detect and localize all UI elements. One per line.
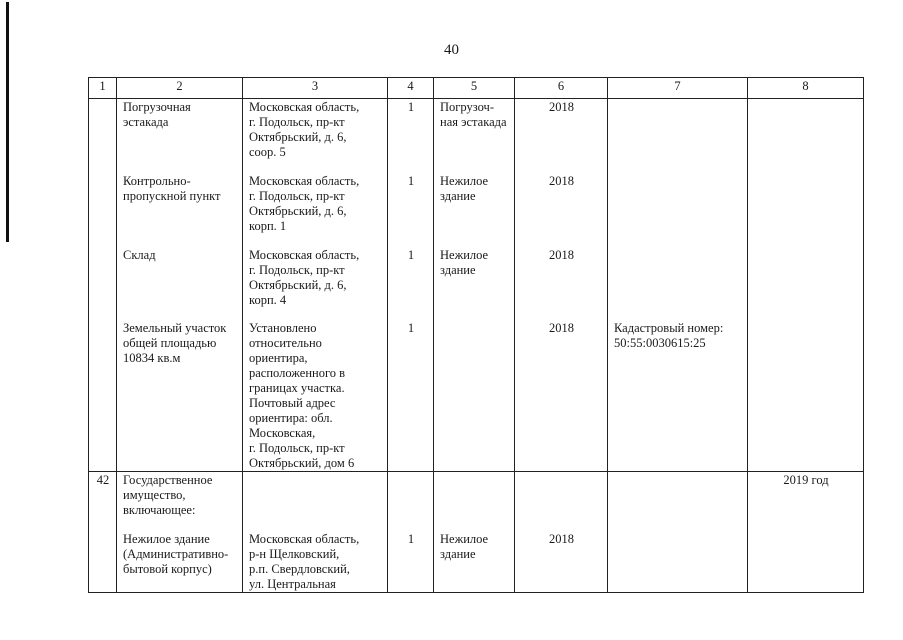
cell-address: Московская область, р-н Щелковский, р.п. Свердловский, ул. Центральная (243, 531, 388, 593)
column-header: 2 (117, 78, 243, 99)
cell-purpose (434, 471, 515, 531)
cell-qty: 1 (388, 247, 434, 320)
table-row (89, 99, 864, 173)
cell-year: 2018 (515, 247, 608, 320)
cell-year: 2018 (515, 320, 608, 472)
cell-cadastral (608, 99, 748, 173)
cell-term (748, 320, 864, 472)
cell-name: Погрузочная эстакада (117, 99, 243, 173)
cell-address: Московская область, г. Подольск, пр-кт Октябрьский, д. 6, корп. 4 (243, 247, 388, 320)
cell-address: Московская область, г. Подольск, пр-кт Октябрьский, д. 6, корп. 1 (243, 173, 388, 247)
cell-year: 2018 (515, 99, 608, 173)
cell-num (89, 320, 117, 472)
cell-qty: 1 (388, 99, 434, 173)
cell-purpose: Нежилое здание (434, 531, 515, 593)
cell-qty: 1 (388, 173, 434, 247)
cell-term (748, 531, 864, 593)
column-header: 5 (434, 78, 515, 99)
cell-name: Государственное имущество, включающее: (117, 471, 243, 531)
column-header: 6 (515, 78, 608, 99)
table-row (89, 471, 864, 531)
cell-purpose: Нежилое здание (434, 173, 515, 247)
cell-num (89, 531, 117, 593)
table-row (89, 173, 864, 247)
cell-term (748, 99, 864, 173)
binding-mark (6, 2, 9, 242)
column-header: 4 (388, 78, 434, 99)
column-header: 8 (748, 78, 864, 99)
cell-year: 2018 (515, 531, 608, 593)
cell-qty: 1 (388, 320, 434, 472)
cell-cadastral: Кадастровый номер: 50:55:0030615:25 (608, 320, 748, 472)
cell-name: Нежилое здание (Административно- бытовой корпус) (117, 531, 243, 593)
cell-num: 42 (89, 471, 117, 531)
column-header: 1 (89, 78, 117, 99)
property-table (88, 77, 864, 593)
cell-num (89, 173, 117, 247)
cell-purpose (434, 320, 515, 472)
column-header: 3 (243, 78, 388, 99)
page-number: 40 (444, 42, 459, 58)
cell-cadastral (608, 173, 748, 247)
cell-address (243, 471, 388, 531)
cell-cadastral (608, 531, 748, 593)
cell-address: Московская область, г. Подольск, пр-кт Октябрьский, д. 6, соор. 5 (243, 99, 388, 173)
cell-cadastral (608, 247, 748, 320)
column-header: 7 (608, 78, 748, 99)
cell-name: Земельный участок общей площадью 10834 кв.м (117, 320, 243, 472)
cell-cadastral (608, 471, 748, 531)
cell-term: 2019 год (748, 471, 864, 531)
cell-qty: 1 (388, 531, 434, 593)
table-row (89, 247, 864, 320)
cell-name: Контрольно- пропускной пункт (117, 173, 243, 247)
cell-num (89, 99, 117, 173)
table-row (89, 320, 864, 472)
cell-year: 2018 (515, 173, 608, 247)
cell-name: Склад (117, 247, 243, 320)
cell-qty (388, 471, 434, 531)
cell-purpose: Нежилое здание (434, 247, 515, 320)
cell-term (748, 247, 864, 320)
table-row (89, 531, 864, 593)
cell-term (748, 173, 864, 247)
header-row (89, 78, 864, 99)
cell-year (515, 471, 608, 531)
cell-num (89, 247, 117, 320)
cell-address: Установлено относительно ориентира, расположенного в границах участка. Почтовый адрес ориентира: обл. Московская, г. Подольск, пр-кт Октябрьский, дом 6 (243, 320, 388, 472)
cell-purpose: Погрузоч- ная эстакада (434, 99, 515, 173)
